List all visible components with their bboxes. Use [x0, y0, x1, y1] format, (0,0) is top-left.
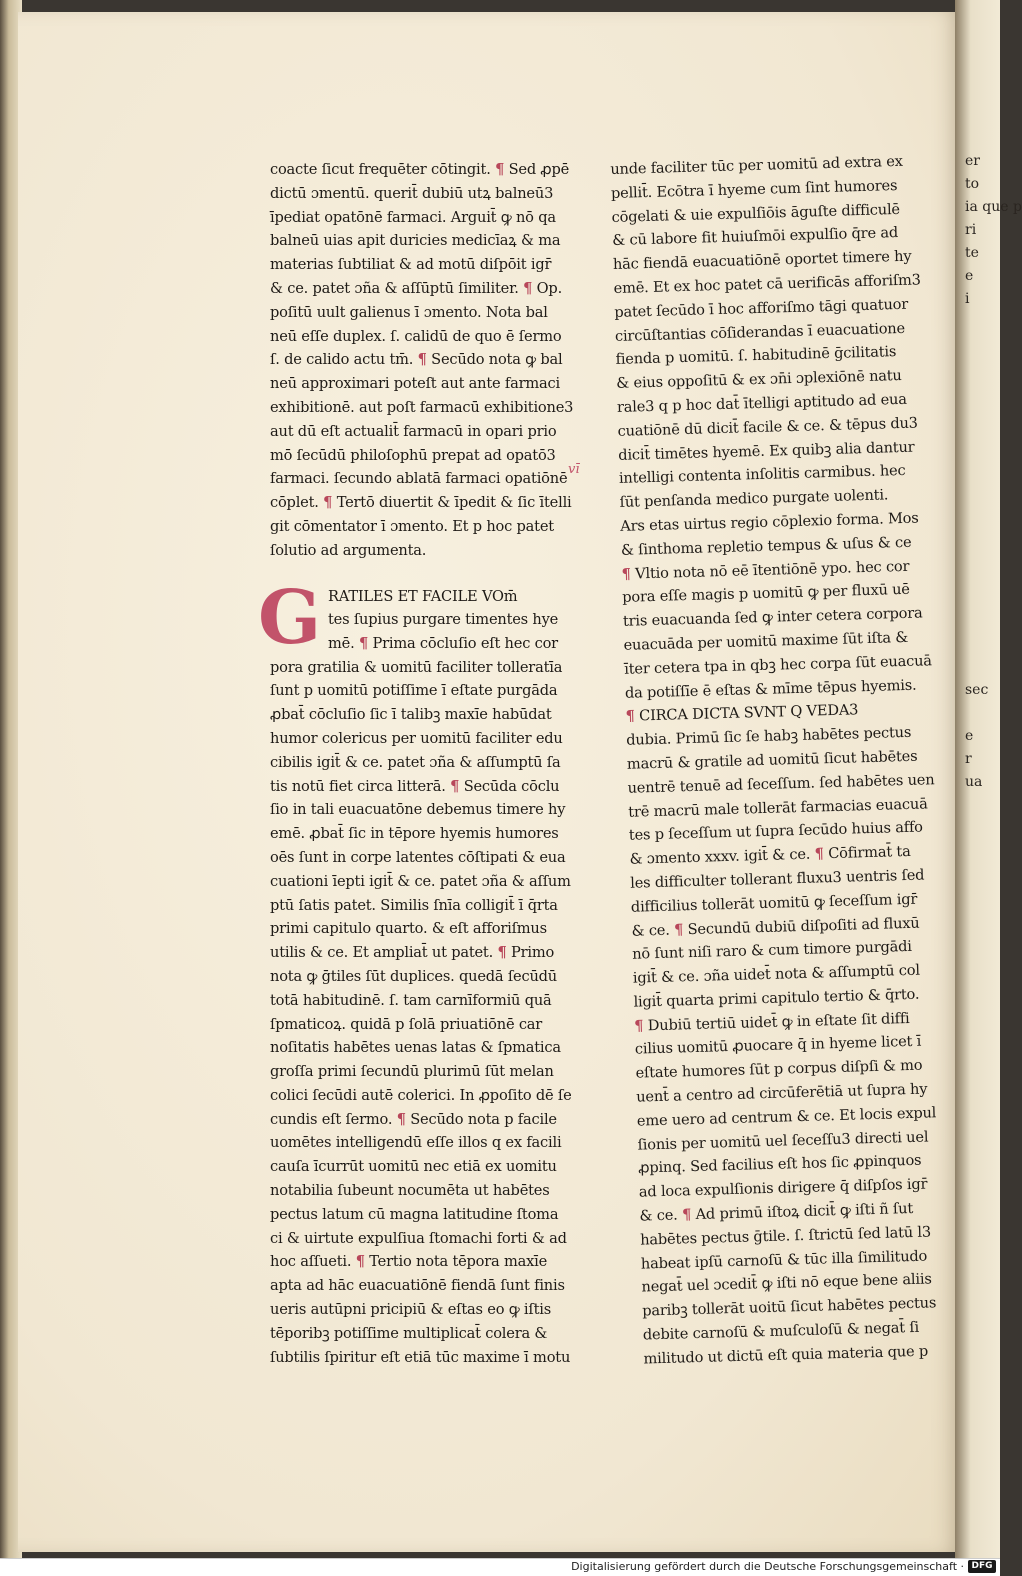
text-line: tes p ſeceſſum ut ſupra ſecūdo huius affo — [628, 818, 924, 845]
text-line: militudo ut dictū eſt quia materia que p — [643, 1342, 929, 1368]
text-line: circūſtantias cōſiderandas ī euacuatione — [614, 319, 906, 345]
text-line: mē. ¶ Prima cōcluſio eſt hec cor — [328, 635, 558, 653]
text-line: tes ſupius purgare timentes hye — [328, 611, 559, 629]
text-line: macrū & gratile ad uomitū ſicut habētes — [626, 747, 918, 773]
text-line: patet ſecūdo ī hoc afforiſmo tāgi quatuor — [614, 295, 909, 321]
text-line: trē macrū male tollerāt farmacias euacuā — [628, 794, 928, 821]
text-line: cuationi īepti igit̄ & ce. patet ɔña & aſſum — [270, 872, 571, 890]
text-line: cauſa īcurrūt uomitū nec etiā ex uomitu — [270, 1158, 557, 1176]
facing-page-fragment: e — [965, 728, 974, 744]
text-line: & ɔmento xxxv. igit̄ & ce. ¶ Cōfirmat̄ ta — [629, 842, 911, 868]
text-line: cōgelati & uie expulſiōis āguſte difficulē — [611, 200, 901, 226]
right-text-column — [610, 150, 939, 1371]
text-line: apta ad hāc euacuatiōnē fiendā ſunt finis — [270, 1277, 565, 1295]
facing-page-fragment — [965, 380, 1005, 403]
text-line: habētes pectus ḡtile. ſ. ſtrictū ſed latū l3 — [639, 1223, 932, 1249]
facing-page-fragment — [965, 403, 1005, 426]
text-line: cilius uomitū ꝓuocare q̄ in hyeme licet ī — [634, 1033, 922, 1059]
facing-page-text — [965, 150, 1022, 794]
text-line: dictū ɔmentū. querit̄ dubiū utꝝ balneū3 — [270, 184, 554, 202]
facing-page-fragment: ua — [965, 774, 983, 790]
text-line: cōplet. ¶ Tertō diuertit & īpedit & ſic ītelli — [270, 494, 572, 512]
text-line: tēporibꝫ potiſſime multiplicat̄ colera & — [270, 1324, 548, 1342]
text-line: uentrē tenuē ad ſeceſſum. ſed habētes uen — [627, 770, 935, 797]
text-line: da potiſſīe ē eſtas & mīme tēpus hyemis. — [624, 676, 917, 702]
text-line: euacuāda per uomitū maxime ſūt iſta & — [623, 628, 909, 654]
facing-page-fragment — [965, 610, 1005, 633]
text-line: Ars etas uirtus regio cōplexio forma. Mos — [620, 509, 919, 535]
text-line: humor colericus per uomitū faciliter edu — [270, 729, 563, 747]
text-line: neū approximari poteſt aut ante farmaci — [270, 375, 560, 393]
text-line: emē. Et ex hoc patet cā uerificās afforiſm3 — [613, 271, 921, 297]
text-line: utilis & ce. Et ampliat̄ ut patet. ¶ Primo — [270, 944, 555, 962]
text-line: fienda p uomitū. ſ. habitudinē ḡcilitatis — [615, 343, 897, 369]
text-line: primi capitulo quarto. & eſt afforiſmus — [270, 920, 547, 938]
text-line: nō ſunt niſi raro & cum timore purgādi — [632, 938, 913, 963]
text-line: habeat ipſū carnoſū & tūc illa ſimilitudo — [640, 1247, 928, 1273]
text-line: colici ſecūdi autē colerici. In ꝓpoſito dē ſe — [270, 1086, 572, 1104]
text-line: igit̄ & ce. ɔña uidet̄ nota & aſſumptū col — [632, 961, 921, 987]
text-line: RATILES ET FACILE VOm̄ — [328, 587, 518, 605]
facing-page-fragment — [965, 702, 1005, 725]
text-line: uent̄ a centro ad circūferētiā ut ſupra hy — [635, 1080, 928, 1106]
facing-page-fragment: sec — [965, 682, 989, 698]
text-line: exhibitionē. aut poſt farmacū exhibitione3 — [270, 398, 574, 416]
text-line: mō ſecūdū philoſophū prepat ad opatō3 — [270, 446, 556, 464]
text-line: ligit̄ quarta primi capitulo tertio & q̄rto. — [633, 985, 920, 1011]
text-line: īter cetera tpa in qbꝫ hec corpa ſūt euacuā — [624, 651, 933, 678]
dfg-logo: DFG — [968, 1560, 996, 1573]
text-line: ¶ Dubiū tertiū uidet̄ ꝙ in eſtate ſit diffi — [634, 1009, 910, 1035]
margin-note: vī — [568, 462, 580, 477]
text-line: ¶ Vltio nota nō eē ītentiōnē ypo. hec cor — [621, 557, 910, 583]
right-column-paragraph-2 — [626, 721, 939, 1372]
facing-page-fragment — [965, 656, 1005, 679]
facing-page-fragment: r — [965, 751, 972, 767]
text-line: dubia. Primū ſic ſe habꝫ habētes pectus — [626, 723, 912, 749]
text-line: nota ꝙ ḡtiles ſūt duplices. quedā ſecūdū — [270, 967, 558, 985]
text-line: ad loca expulſionis dirigere q̄ diſpſos igr̄ — [638, 1175, 928, 1201]
left-column-paragraph-2 — [270, 656, 572, 1370]
text-line: negat̄ uel ɔcedit̄ ꝙ iſti nō eque bene aliis — [641, 1270, 932, 1297]
facing-page-fragment — [965, 587, 1005, 610]
text-line: eme uero ad centrum & ce. Et locis expul — [636, 1104, 937, 1130]
text-line: cibilis igit̄ & ce. patet ɔña & aſſumptū ſa — [270, 753, 561, 771]
text-line: intelligi contenta inſolitis carmibus. hec — [618, 462, 906, 488]
text-line: tis notū fiet circa litterā. ¶ Secūda cōclu — [270, 777, 560, 795]
facing-page-fragment: te — [965, 245, 979, 261]
text-line: unde faciliter tūc per uomitū ad extra ex — [610, 152, 903, 178]
text-line: ptū ſatis patet. Similis ſnīa colligit̄ ī q̄rta — [270, 896, 558, 914]
text-line: cundis eſt ſermo. ¶ Secūdo nota p facile — [270, 1110, 557, 1128]
facing-page-fragment — [965, 449, 1005, 472]
text-line: hāc fiendā euacuatiōnē oportet timere hy — [612, 247, 912, 274]
text-line: poſitū uult galienus ī ɔmento. Nota bal — [270, 303, 548, 321]
facing-page-fragment: e — [965, 268, 974, 284]
text-line: difficilius tollerāt uomitū ꝙ ſeceſſum igr̄ — [630, 890, 918, 916]
text-line: totā habitudinē. ſ. tam carnīformiū quā — [270, 991, 552, 1009]
text-line: hoc aſſueti. ¶ Tertio nota tēpora maxīe — [270, 1253, 548, 1271]
facing-page-fragment — [965, 472, 1005, 495]
facing-page-fragment: to — [965, 176, 980, 192]
facing-page-fragment — [965, 541, 1005, 564]
section-opening — [258, 574, 559, 661]
text-line: balneū uias apit duricies medicīaꝝ & ma — [270, 232, 561, 250]
text-line: aut dū eſt actualit̄ farmacū in opari prio — [270, 422, 557, 440]
text-line: groſſa primi ſecundū plurimū ſūt melan — [270, 1063, 554, 1081]
facing-page-fragment: ia que p — [965, 199, 1022, 215]
text-line: tris euacuanda ſed ꝙ inter cetera corpora — [622, 604, 923, 630]
text-line: rale3 q p hoc dat̄ ītelligi aptitudo ad eua — [616, 390, 907, 416]
text-line: & ſinthoma repletio tempus & uſus & ce — [620, 533, 912, 559]
text-line: materias ſubtiliat & ad motū diſpōit igr̄ — [270, 256, 552, 274]
text-line: ſ. de calido actu tm̄. ¶ Secūdo nota ꝙ bal — [270, 351, 563, 369]
text-line: emē. ꝓbat̄ ſic in tēpore hyemis humores — [270, 825, 559, 843]
facing-page-fragment: ri — [965, 222, 977, 238]
decorated-initial-g: G — [258, 574, 321, 661]
facing-page-fragment: i — [965, 291, 970, 307]
funding-notice: Digitalisierung gefördert durch die Deutsche Forschungsgemeinschaft · — [571, 1560, 964, 1573]
text-line: & ce. ¶ Ad primū iſtoꝝ dicit̄ ꝙ iſti ñ ſut — [639, 1200, 914, 1225]
text-line: pellit̄. Ecōtra ī hyeme cum ſint humores — [610, 176, 898, 202]
text-line: īpediat opatōnē farmaci. Arguit̄ ꝙ nō qa — [270, 208, 556, 226]
text-line: & ce. patet ɔña & aſſūptū ſimiliter. ¶ Op. — [270, 279, 563, 297]
text-line: ꝓpinq. Sed facilius eſt hos ſic ꝓpinquos — [637, 1152, 922, 1178]
facing-page-fragment: er — [965, 153, 980, 169]
facing-page-fragment — [965, 495, 1005, 518]
text-line: coacte ſicut frequēter cōtingit. ¶ Sed ꝓpē — [270, 161, 570, 178]
text-line: ſolutio ad argumenta. — [270, 541, 427, 559]
text-line: ueris autūpni pricipiū & eſtas eo ꝙ iſtis — [270, 1301, 552, 1319]
digitization-footer — [0, 1558, 1000, 1576]
text-line: ci & uirtute expulſiua ſtomachi forti & ad — [270, 1229, 567, 1247]
section-heading: ¶ CIRCA DICTA SVNT Q VEDA3 — [625, 701, 859, 726]
text-line: noſitatis habētes uenas latas & ſpmatica — [270, 1039, 561, 1057]
facing-page-fragment — [965, 357, 1005, 380]
facing-page-fragment — [965, 518, 1005, 541]
text-line: ꝓbat̄ cōcluſio ſic ī talibꝫ maxīe habūdat — [270, 706, 552, 724]
text-line: neū eſſe duplex. ſ. calidū de quo ē ſermo — [270, 327, 562, 345]
text-line: ſūt penſanda medico purgate uolenti. — [619, 486, 889, 512]
text-line: ſpmaticoꝝ. quidā p ſolā priuatiōnē car — [270, 1015, 543, 1033]
text-line: pectus latum cū magna latitudine ſtoma — [270, 1205, 559, 1223]
text-line: farmaci. ſecundo ablatā farmaci opatiōnē — [270, 470, 568, 488]
text-line: & eius oppoſitū & ex ɔn̄i ɔplexiōnē natu — [616, 367, 902, 393]
text-line: debite carnoſū & muſculoſū & negat̄ ſi — [642, 1318, 920, 1344]
text-line: git cōmentator ī ɔmento. Et p hoc patet — [270, 517, 554, 535]
text-line: dicit̄ timētes hyemē. Ex quibꝫ alia dantur — [618, 438, 915, 464]
text-line: ſionis per uomitū uel ſeceſſu3 directi uel — [637, 1128, 929, 1154]
text-line: eſtate humores ſūt p corpus diſpſi & mo — [635, 1056, 923, 1082]
facing-page-fragment — [965, 334, 1005, 357]
right-column-paragraph-1 — [610, 150, 933, 705]
text-line: paribꝫ tollerāt uoitū ſicut habētes pectus — [641, 1294, 937, 1320]
facing-page-fragment — [965, 311, 1005, 334]
text-line: & ce. ¶ Secundū dubiū diſpoſiti ad fluxū — [631, 914, 920, 940]
text-line: ſunt p uomitū potiſſime ī eſtate purgāda — [270, 682, 558, 700]
text-line: oēs ſunt in corpe latentes cōſtipati & eua — [270, 848, 566, 866]
text-line: cuatiōnē dū dicit̄ facile & ce. & tēpus du3 — [617, 414, 918, 440]
text-line: les difficulter tollerant fluxu3 uentris ſed — [630, 866, 925, 892]
text-line: notabilia ſubeunt nocumēta ut habētes — [270, 1182, 550, 1200]
text-line: uomētes intelligendū eſſe illos q ex facili — [270, 1134, 562, 1152]
facing-page-edge — [955, 0, 1022, 1560]
facing-page-fragment — [965, 633, 1005, 656]
text-line: pora eſſe magis p uomitū ꝙ per fluxū uē — [622, 581, 910, 607]
text-line: pora gratilia & uomitū faciliter tolleratīa — [270, 658, 563, 676]
text-line: ſio in tali euacuatōne debemus timere hy — [270, 801, 566, 819]
facing-page-fragment — [965, 564, 1005, 587]
text-line: & cū labore fit huiuſmōi expulſio q̄re ad — [612, 224, 899, 250]
text-line: ſubtilis ſpiritur eſt etiā tūc maxime ī motu — [270, 1348, 571, 1366]
facing-page-fragment — [965, 426, 1005, 449]
